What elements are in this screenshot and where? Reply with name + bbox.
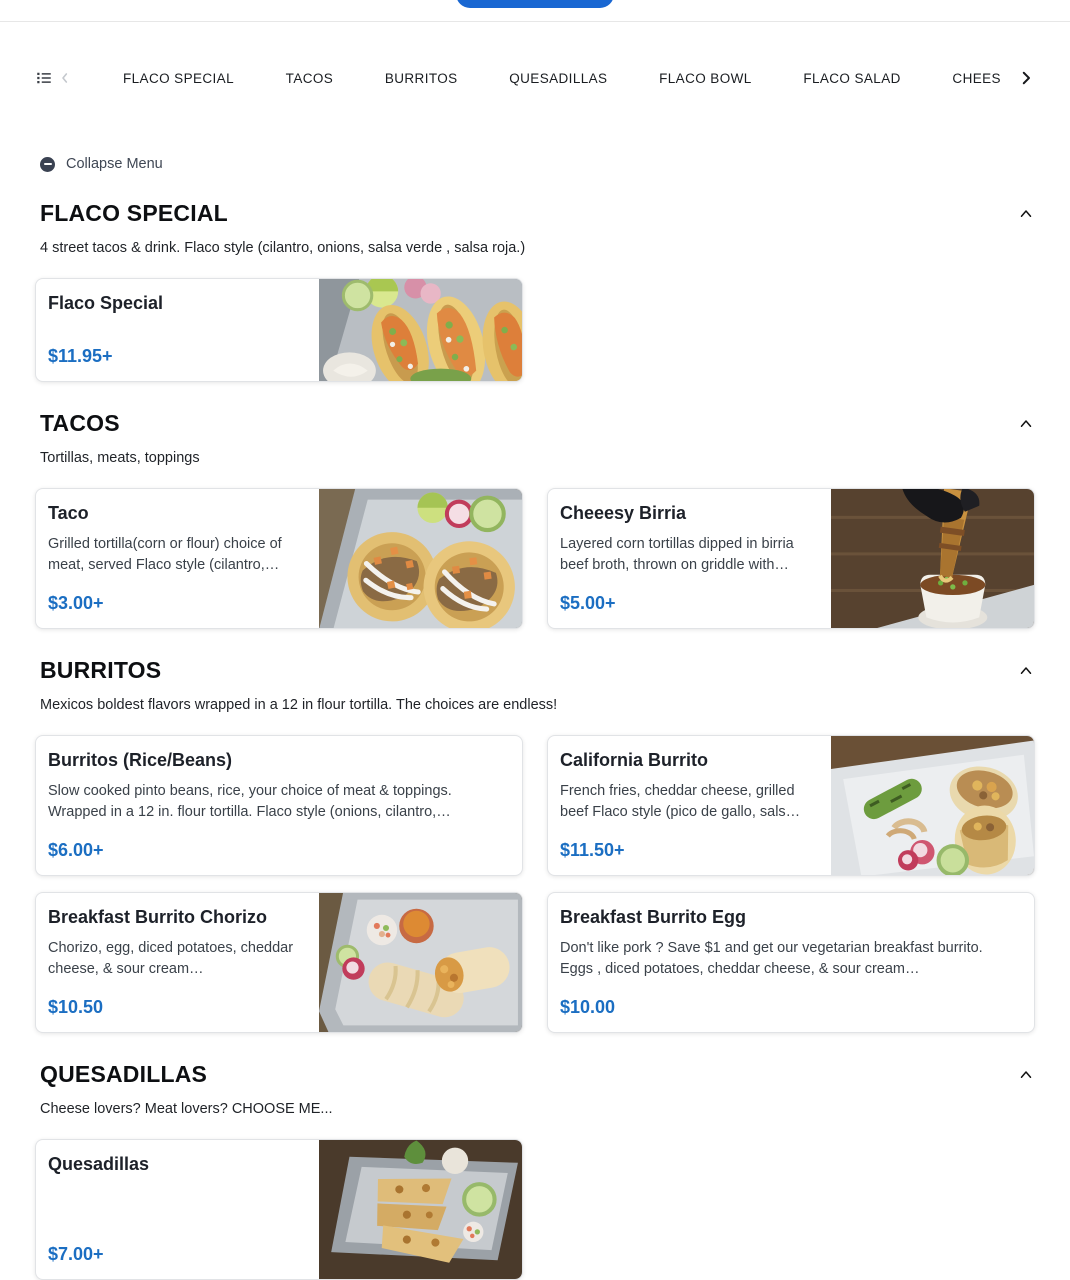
item-description: Don't like pork ? Save $1 and get our vegetarian breakfast burrito. Eggs , diced potatoes, cheddar cheese, & sour cream… xyxy=(560,940,983,978)
list-icon xyxy=(35,69,53,87)
collapse-section-chevron-up-icon[interactable] xyxy=(1017,205,1035,223)
category-nav xyxy=(0,56,1070,100)
section-quesadillas xyxy=(35,1061,1035,1280)
section-title: TACOS xyxy=(40,410,120,436)
primary-action-button[interactable] xyxy=(456,0,614,8)
tab-cheesy[interactable]: CHEES xyxy=(952,70,1001,86)
top-divider xyxy=(0,0,1070,22)
tab-flaco-salad[interactable]: FLACO SALAD xyxy=(803,70,901,86)
item-price: $10.50 xyxy=(48,997,104,1017)
scroll-left-chevron-icon[interactable] xyxy=(55,68,75,88)
section-description: Tortillas, meats, toppings xyxy=(40,450,200,466)
item-description: Chorizo, egg, diced potatoes, cheddar cheese, & sour cream… xyxy=(48,940,294,978)
two-tacos-photo xyxy=(319,489,522,628)
tab-quesadillas[interactable]: QUESADILLAS xyxy=(509,70,608,86)
item-name: Flaco Special xyxy=(48,293,164,313)
section-flaco-special xyxy=(35,200,1035,382)
birria-dip-photo xyxy=(831,489,1034,628)
collapse-section-chevron-up-icon[interactable] xyxy=(1017,1066,1035,1084)
menu-item-card-flaco-special[interactable] xyxy=(35,278,523,382)
quesadillas-photo xyxy=(319,1140,522,1279)
tab-burritos[interactable]: BURRITOS xyxy=(384,70,458,86)
item-price: $7.00+ xyxy=(48,1244,104,1264)
item-price: $10.00 xyxy=(560,997,616,1017)
breakfast-burrito-photo xyxy=(319,893,522,1032)
item-description: Grilled tortilla(corn or flour) choice of meat, served Flaco style (cilantro,… xyxy=(48,536,282,574)
item-name: California Burrito xyxy=(560,750,709,770)
scroll-right-chevron-icon[interactable] xyxy=(1015,67,1037,89)
section-description: 4 street tacos & drink. Flaco style (cilantro, onions, salsa verde , salsa roja.) xyxy=(40,240,526,256)
collapse-section-chevron-up-icon[interactable] xyxy=(1017,415,1035,433)
item-name: Cheeesy Birria xyxy=(560,503,687,523)
menu-content xyxy=(0,200,1070,1280)
item-name: Breakfast Burrito Egg xyxy=(560,907,747,927)
menu-item-card-california-burrito[interactable] xyxy=(547,735,1035,876)
section-description: Cheese lovers? Meat lovers? CHOOSE ME... xyxy=(40,1101,333,1117)
minus-circle-icon xyxy=(40,157,55,172)
menu-item-card-taco[interactable] xyxy=(35,488,523,629)
item-description: French fries, cheddar cheese, grilled beef Flaco style (pico de gallo, sals… xyxy=(560,783,801,821)
category-tabs xyxy=(123,71,1001,86)
menu-item-card-breakfast-burrito-egg[interactable] xyxy=(547,892,1035,1033)
item-description: Layered corn tortillas dipped in birria beef broth, thrown on griddle with… xyxy=(560,536,794,574)
menu-list-icon[interactable] xyxy=(33,67,55,89)
item-price: $11.95+ xyxy=(48,346,113,366)
menu-item-card-burritos-rice-beans[interactable] xyxy=(35,735,523,876)
item-price: $5.00+ xyxy=(560,593,616,613)
item-description: Slow cooked pinto beans, rice, your choice of meat & toppings. Wrapped in a 12 in. flour tortilla. Flaco style (onions, cilantro,… xyxy=(48,783,452,821)
street-tacos-photo xyxy=(319,279,522,381)
section-tacos xyxy=(35,410,1035,629)
item-name: Taco xyxy=(48,503,89,523)
item-price: $11.50+ xyxy=(560,840,625,860)
item-name: Breakfast Burrito Chorizo xyxy=(48,907,268,927)
menu-item-card-breakfast-burrito-chorizo[interactable] xyxy=(35,892,523,1033)
section-title: QUESADILLAS xyxy=(40,1061,208,1087)
tab-tacos[interactable]: TACOS xyxy=(285,70,334,86)
collapse-section-chevron-up-icon[interactable] xyxy=(1017,662,1035,680)
item-name: Burritos (Rice/Beans) xyxy=(48,750,233,770)
section-title: BURRITOS xyxy=(40,657,162,683)
collapse-menu-button[interactable] xyxy=(40,156,163,172)
tab-flaco-bowl[interactable]: FLACO BOWL xyxy=(659,70,752,86)
item-name: Quesadillas xyxy=(48,1154,150,1174)
section-title: FLACO SPECIAL xyxy=(40,200,228,226)
item-price: $3.00+ xyxy=(48,593,104,613)
tab-flaco-special[interactable]: FLACO SPECIAL xyxy=(123,70,234,86)
california-burrito-photo xyxy=(831,736,1034,875)
collapse-menu-label: Collapse Menu xyxy=(66,156,163,172)
menu-item-card-cheeesy-birria[interactable] xyxy=(547,488,1035,629)
menu-item-card-quesadillas[interactable] xyxy=(35,1139,523,1280)
section-description: Mexicos boldest flavors wrapped in a 12 in flour tortilla. The choices are endless! xyxy=(40,697,558,713)
item-price: $6.00+ xyxy=(48,840,104,860)
section-burritos xyxy=(35,657,1035,1033)
